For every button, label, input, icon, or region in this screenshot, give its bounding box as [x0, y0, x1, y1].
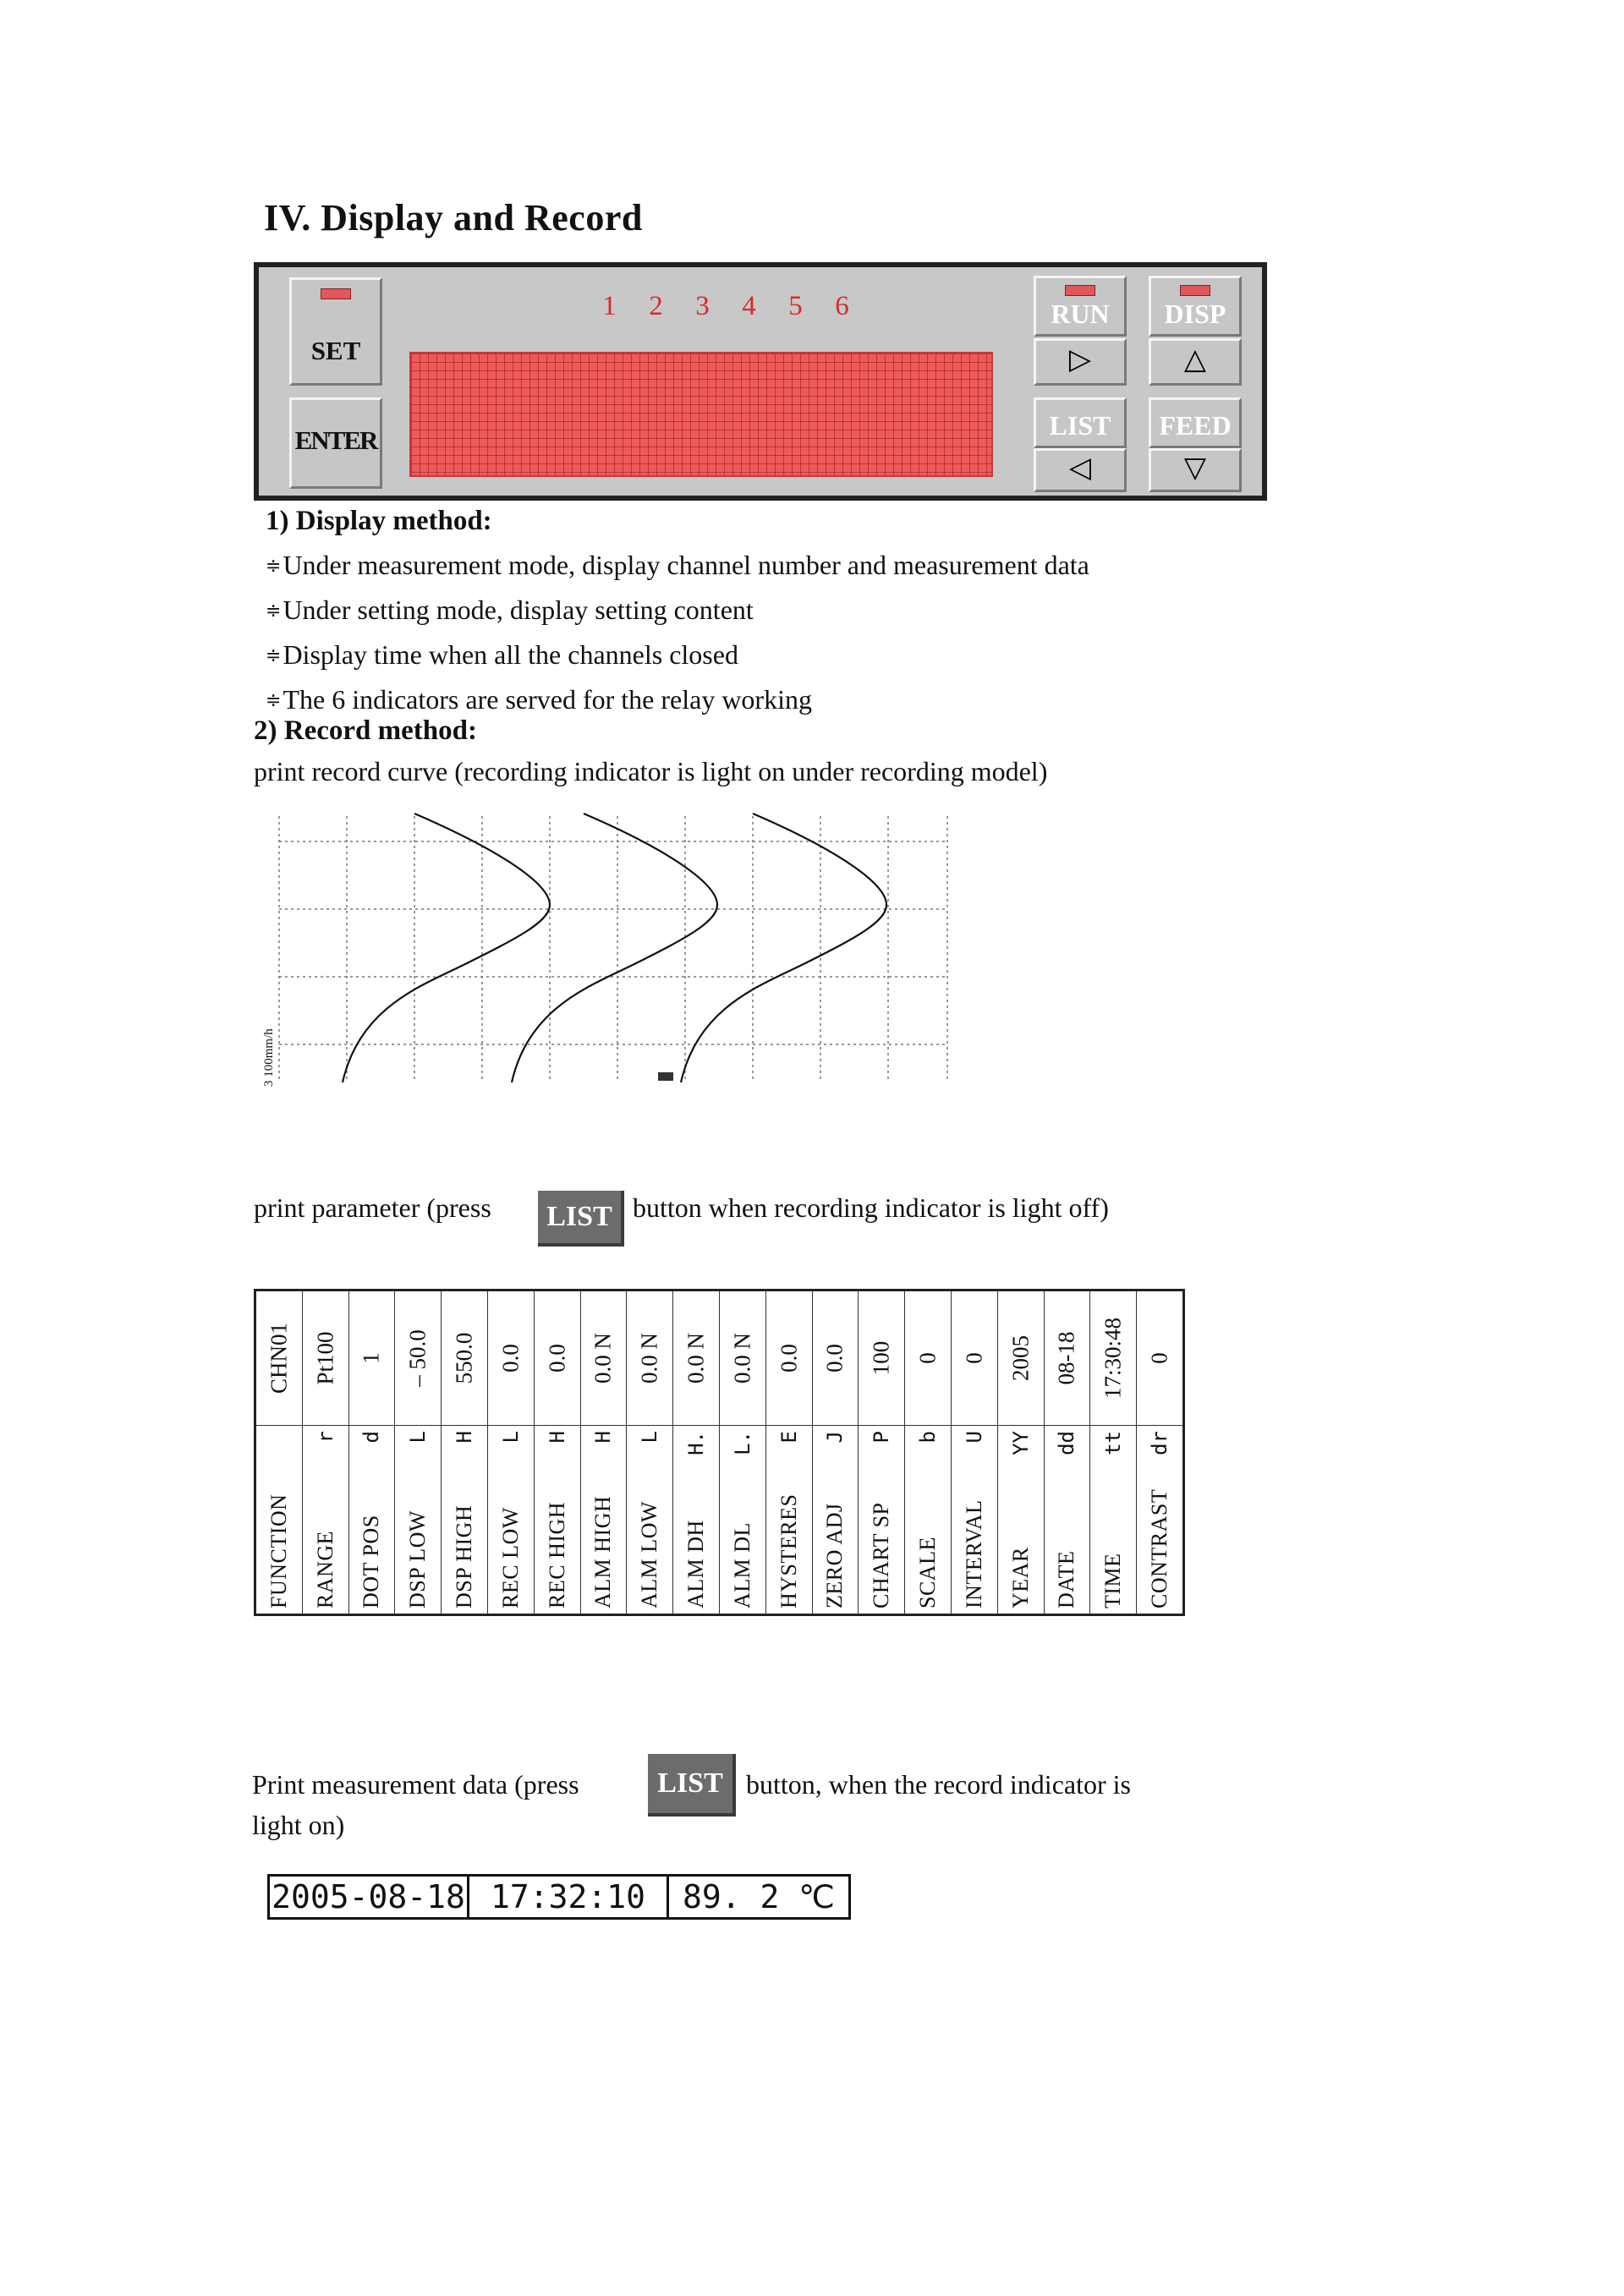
- bullet-icon: ≑: [266, 690, 282, 711]
- table-cell-value: [997, 1290, 1044, 1426]
- parameter-value: 0.0 N: [636, 1333, 662, 1384]
- parameter-value: 0: [1146, 1352, 1172, 1364]
- table-cell-name: [905, 1426, 952, 1615]
- parameter-name: REC LOW: [497, 1507, 523, 1608]
- recorder-front-panel: [254, 262, 1267, 501]
- parameter-value: CHN01: [266, 1322, 292, 1395]
- parameter-value: 0.0: [544, 1344, 570, 1373]
- table-cell-name: [580, 1426, 627, 1615]
- table-cell-value: [627, 1290, 673, 1426]
- parameter-name: SCALE: [915, 1537, 941, 1608]
- parameter-name: HYSTERES: [776, 1493, 801, 1608]
- table-cell-value: [905, 1290, 952, 1426]
- table-cell-value: [442, 1290, 488, 1426]
- table-cell-name: [859, 1426, 905, 1615]
- parameter-name: YEAR: [1007, 1547, 1033, 1608]
- print-parameter-text-before: print parameter (press: [254, 1192, 491, 1223]
- table-cell-value: [302, 1290, 348, 1426]
- parameter-code: tt: [1101, 1431, 1126, 1455]
- table-cell-name: [673, 1426, 720, 1615]
- right-arrow-icon: ▷: [1068, 342, 1092, 376]
- parameter-code: H: [545, 1431, 569, 1444]
- parameter-code: YY: [1008, 1431, 1033, 1455]
- print-measurement-text-before: Print measurement data (press: [252, 1769, 579, 1800]
- parameter-code: H: [453, 1431, 477, 1444]
- parameter-value: 17:30:48: [1100, 1317, 1126, 1400]
- disp-button-label: DISP: [1164, 299, 1226, 329]
- parameter-value: 0.0 N: [729, 1333, 755, 1384]
- parameter-value: 0.0 N: [683, 1333, 709, 1384]
- parameter-value: 100: [868, 1340, 894, 1376]
- parameter-value: 0: [914, 1352, 941, 1364]
- display-method-heading: 1) Display method:: [266, 506, 492, 536]
- set-button[interactable]: [289, 277, 382, 386]
- set-indicator-led: [321, 288, 351, 299]
- feed-button-label: FEED: [1159, 410, 1232, 441]
- run-button-label: RUN: [1051, 299, 1110, 329]
- parameter-value: 1: [358, 1352, 384, 1364]
- channel-number: 2: [649, 291, 663, 321]
- record-method-heading: 2) Record method:: [254, 715, 477, 746]
- parameter-name: ALM HIGH: [590, 1495, 616, 1608]
- parameter-table: [254, 1289, 1185, 1616]
- parameter-code: L: [406, 1431, 431, 1444]
- parameter-value: 0.0 N: [590, 1333, 616, 1384]
- parameter-name: ALM DH: [683, 1520, 709, 1608]
- parameter-name: ALM DL: [729, 1522, 754, 1608]
- table-cell-name: [997, 1426, 1044, 1615]
- table-cell-name: [765, 1426, 812, 1615]
- parameter-name: INTERVAL: [961, 1499, 986, 1608]
- table-cell-name: [442, 1426, 488, 1615]
- table-cell-value: [487, 1290, 534, 1426]
- table-cell-name: [255, 1426, 303, 1615]
- bullet-icon: ≑: [266, 556, 282, 577]
- parameter-code: E: [776, 1431, 801, 1444]
- print-measurement-text-line2: light on): [252, 1810, 345, 1840]
- channel-indicator-numbers: [586, 291, 865, 322]
- parameter-value: 0.0: [497, 1344, 524, 1373]
- page-title: IV. Display and Record: [264, 197, 643, 238]
- table-cell-name: [302, 1426, 348, 1615]
- list-button-inline: LIST: [538, 1191, 624, 1247]
- printout-date: 2005-08-18: [270, 1877, 469, 1917]
- measurement-printout: [267, 1874, 851, 1920]
- table-cell-name: [348, 1426, 395, 1615]
- parameter-code: J: [823, 1431, 848, 1444]
- table-cell-name: [395, 1426, 442, 1615]
- parameter-code: dr: [1148, 1431, 1172, 1455]
- chart-speed-label: 3 100mm/h: [262, 1028, 276, 1087]
- parameter-value: 0.0: [821, 1344, 848, 1373]
- table-cell-value: [812, 1290, 859, 1426]
- channel-number: 6: [835, 291, 849, 321]
- channel-number: 4: [742, 291, 756, 321]
- parameter-name: CONTRAST: [1147, 1488, 1172, 1608]
- up-arrow-icon: △: [1183, 342, 1207, 376]
- enter-button[interactable]: [289, 397, 382, 489]
- list-button[interactable]: [1034, 397, 1127, 448]
- dot-matrix-display: [409, 352, 993, 477]
- set-button-label: SET: [310, 336, 361, 365]
- parameter-code: b: [916, 1431, 941, 1444]
- disp-button[interactable]: [1149, 276, 1242, 337]
- down-arrow-icon: ▽: [1183, 451, 1207, 485]
- display-method-list: [266, 545, 1089, 724]
- enter-button-label: ENTER: [294, 425, 377, 455]
- right-arrow-button[interactable]: [1034, 338, 1127, 386]
- list-item: ≑Display time when all the channels closed: [266, 639, 738, 670]
- table-cell-name: [719, 1426, 765, 1615]
- table-cell-value: [673, 1290, 720, 1426]
- parameter-name: CHART SP: [869, 1502, 894, 1608]
- feed-button[interactable]: [1149, 397, 1242, 448]
- parameter-value: 0: [961, 1352, 987, 1364]
- list-item: ≑Under measurement mode, display channel number and measurement data: [266, 550, 1089, 580]
- up-arrow-button[interactable]: [1149, 338, 1242, 386]
- parameter-code: U: [962, 1431, 986, 1444]
- table-cell-value: [951, 1290, 997, 1426]
- table-cell-name: [487, 1426, 534, 1615]
- parameter-name: TIME: [1100, 1553, 1126, 1608]
- channel-number: 1: [602, 291, 617, 321]
- table-cell-value: [348, 1290, 395, 1426]
- parameter-code: H: [591, 1431, 616, 1444]
- parameter-value: 550.0: [451, 1332, 477, 1384]
- channel-number: 3: [695, 291, 710, 321]
- table-cell-name: [627, 1426, 673, 1615]
- parameter-code: r: [313, 1431, 337, 1444]
- bullet-icon: ≑: [266, 645, 282, 666]
- parameter-code: d: [359, 1431, 384, 1444]
- list-item: ≑Under setting mode, display setting content: [266, 595, 754, 625]
- table-cell-value: [719, 1290, 765, 1426]
- parameter-code: H.: [684, 1431, 709, 1455]
- parameter-value: – 50.0: [404, 1329, 431, 1387]
- table-cell-value: [534, 1290, 580, 1426]
- parameter-code: L.: [730, 1431, 754, 1455]
- down-arrow-button[interactable]: [1149, 448, 1242, 492]
- parameter-name: DSP HIGH: [452, 1504, 477, 1608]
- parameter-name: DOT POS: [359, 1515, 384, 1608]
- list-item: ≑The 6 indicators are served for the relay working: [266, 684, 812, 715]
- table-cell-value: [580, 1290, 627, 1426]
- table-cell-value: [1090, 1290, 1137, 1426]
- parameter-code: L: [638, 1431, 662, 1444]
- record-marker: [658, 1072, 673, 1081]
- printout-value: 89. 2 ℃: [683, 1878, 835, 1915]
- parameter-names-row: [255, 1426, 1184, 1615]
- parameter-name: DSP LOW: [405, 1510, 431, 1608]
- print-parameter-text-after: button when recording indicator is light off): [633, 1192, 1109, 1223]
- parameter-value: Pt100: [312, 1331, 338, 1385]
- parameter-name: DATE: [1054, 1550, 1079, 1608]
- parameter-name: RANGE: [312, 1530, 337, 1608]
- left-arrow-icon: ◁: [1068, 451, 1092, 485]
- record-curve-trace: [343, 814, 886, 1082]
- table-cell-name: [812, 1426, 859, 1615]
- parameter-name: REC HIGH: [544, 1501, 569, 1608]
- run-indicator-led: [1065, 285, 1095, 296]
- parameter-values-row: [255, 1290, 1184, 1426]
- table-cell-name: [1137, 1426, 1184, 1615]
- channel-number: 5: [788, 291, 803, 321]
- list-button-inline: LIST: [648, 1754, 736, 1817]
- parameter-code: P: [870, 1431, 894, 1444]
- parameter-name: ZERO ADJ: [822, 1503, 848, 1608]
- table-cell-name: [951, 1426, 997, 1615]
- printout-time: 17:32:10: [469, 1877, 669, 1917]
- table-cell-value: [765, 1290, 812, 1426]
- disp-indicator-led: [1180, 285, 1210, 296]
- table-cell-value: [859, 1290, 905, 1426]
- parameter-code: dd: [1055, 1431, 1079, 1455]
- parameter-name: ALM LOW: [637, 1501, 662, 1608]
- table-cell-value: [1044, 1290, 1090, 1426]
- parameter-value: 2005: [1007, 1335, 1034, 1381]
- print-measurement-text-after: button, when the record indicator is: [746, 1769, 1131, 1800]
- parameter-code: L: [498, 1431, 523, 1444]
- table-cell-value: [255, 1290, 303, 1426]
- table-cell-value: [1137, 1290, 1184, 1426]
- chart-grid: [279, 816, 947, 1082]
- bullet-icon: ≑: [266, 600, 282, 622]
- table-cell-name: [1090, 1426, 1137, 1615]
- run-button[interactable]: [1034, 276, 1127, 337]
- list-button-label: LIST: [1049, 410, 1111, 441]
- left-arrow-button[interactable]: [1034, 448, 1127, 492]
- record-curve-sample: [254, 803, 956, 1095]
- table-cell-value: [395, 1290, 442, 1426]
- parameter-value: 0.0: [776, 1344, 802, 1373]
- parameter-name: FUNCTION: [266, 1493, 291, 1608]
- parameter-value: 08-18: [1053, 1331, 1079, 1385]
- record-curve-caption: print record curve (recording indicator is light on under recording model): [254, 756, 1048, 786]
- table-cell-name: [534, 1426, 580, 1615]
- table-cell-name: [1044, 1426, 1090, 1615]
